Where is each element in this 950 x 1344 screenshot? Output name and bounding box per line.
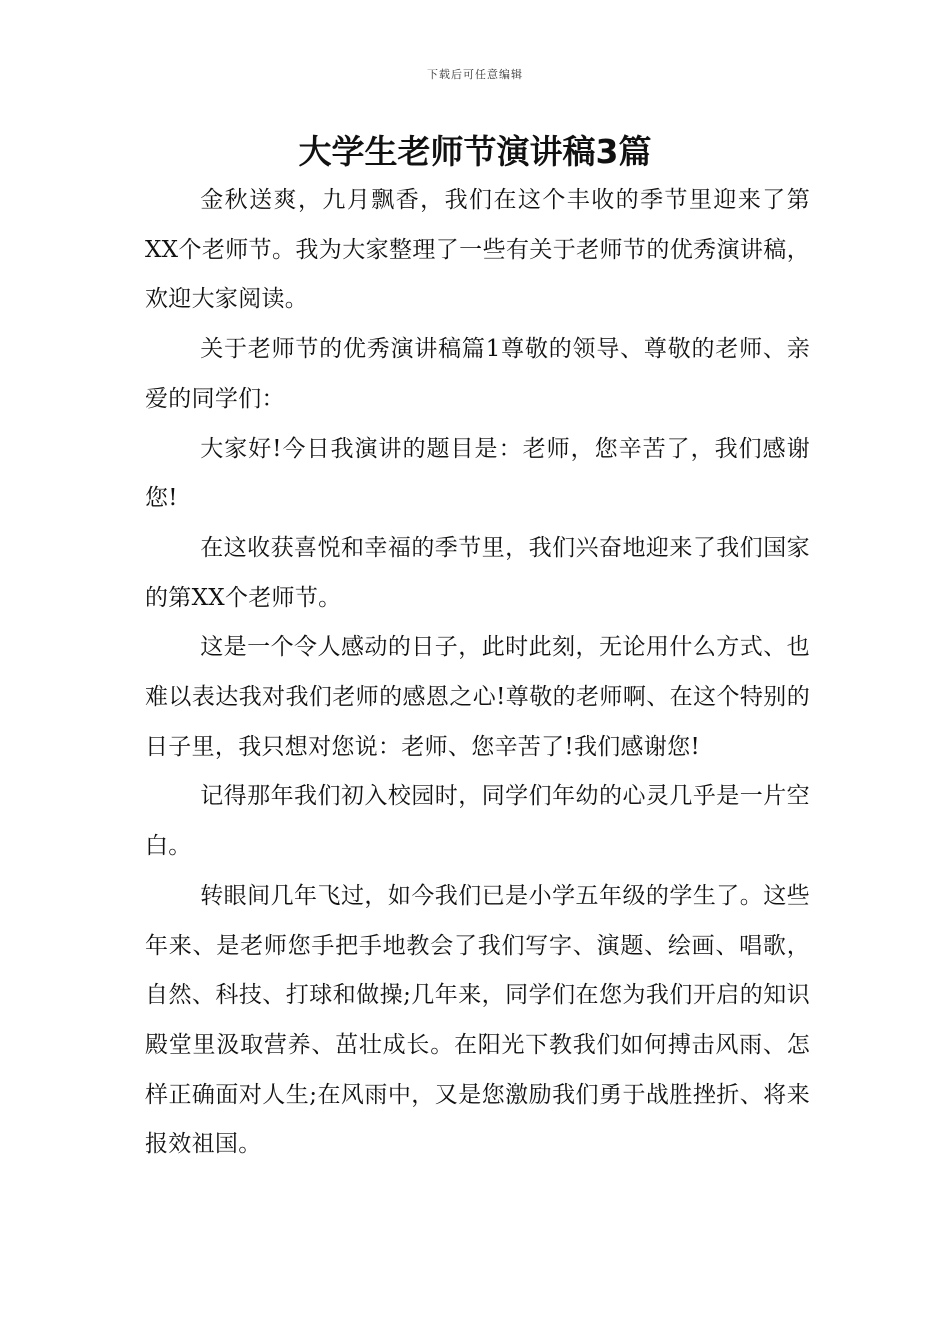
paragraph-speech-heading: 关于老师节的优秀演讲稿篇1尊敬的领导、尊敬的老师、亲爱的同学们： <box>145 336 810 412</box>
paragraph-festival: 在这收获喜悦和幸福的季节里，我们兴奋地迎来了我们国家的第XX个老师节。 <box>145 534 810 611</box>
paragraph-growth: 转眼间几年飞过，如今我们已是小学五年级的学生了。这些年来、是老师您手把手地教会了我们写字、演题、绘画、唱歌，自然、科技、打球和做操;几年来，同学们在您为我们开启的知识殿堂里汲取营养、茁壮成长。在阳光下教我们如何搏击风雨、怎样正确面对人生;在风雨中，又是您激励我们勇于战胜挫折、将来报效祖国。 <box>145 882 810 1158</box>
document-body <box>145 176 810 1170</box>
paragraph-intro: 金秋送爽，九月飘香，我们在这个丰收的季节里迎来了第XX个老师节。我为大家整理了一些有关于老师节的优秀演讲稿，欢迎大家阅读。 <box>145 187 810 313</box>
paragraph-gratitude: 这是一个令人感动的日子，此时此刻，无论用什么方式、也难以表达我对我们老师的感恩之心!尊敬的老师啊、在这个特别的日子里，我只想对您说：老师、您辛苦了!我们感谢您! <box>145 634 810 760</box>
document-title: 大学生老师节演讲稿3篇 <box>298 132 652 171</box>
paragraph-greeting: 大家好!今日我演讲的题目是：老师，您辛苦了，我们感谢您! <box>145 435 810 512</box>
paragraph-memory: 记得那年我们初入校园时，同学们年幼的心灵几乎是一片空白。 <box>145 783 810 860</box>
header-note: 下载后可任意编辑 <box>427 68 523 81</box>
